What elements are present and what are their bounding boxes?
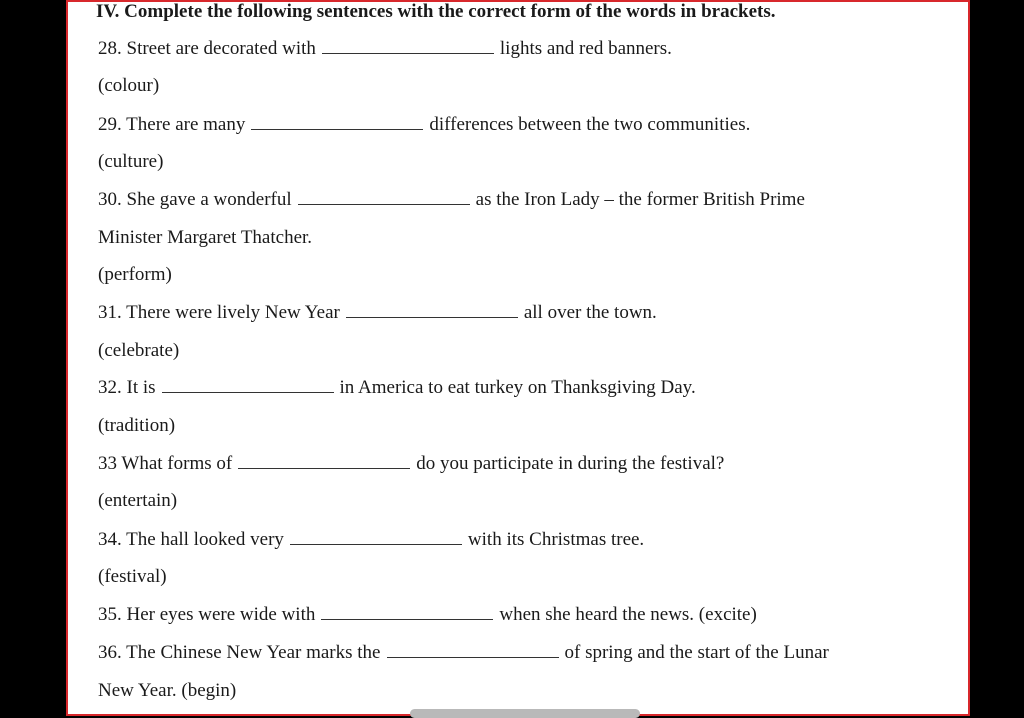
hint-28: (colour) bbox=[98, 75, 160, 96]
sentence-30-end: as the Iron Lady – the former British Prime bbox=[475, 189, 805, 210]
sentence-32 bbox=[98, 377, 696, 399]
answer-blank-30[interactable] bbox=[298, 203, 470, 205]
answer-blank-34[interactable] bbox=[290, 543, 462, 545]
sentence-31-end: all over the town. bbox=[523, 302, 657, 323]
sentence-36 bbox=[98, 642, 829, 664]
sentence-32-start: 32. It is bbox=[98, 377, 156, 398]
horizontal-scrollbar[interactable] bbox=[410, 709, 640, 718]
exercise-heading: IV. Complete the following sentences with the correct form of the words in brackets. bbox=[96, 1, 776, 22]
sentence-28-end: lights and red banners. bbox=[499, 38, 672, 59]
answer-blank-35[interactable] bbox=[321, 618, 493, 620]
hint-30: (perform) bbox=[98, 264, 172, 285]
hint-31: (celebrate) bbox=[98, 340, 180, 361]
sentence-34-start: 34. The hall looked very bbox=[98, 529, 284, 550]
sentence-29-end: differences between the two communities. bbox=[429, 114, 751, 135]
answer-blank-28[interactable] bbox=[322, 52, 494, 54]
sentence-32-end: in America to eat turkey on Thanksgiving Day. bbox=[339, 377, 696, 398]
sentence-28-start: 28. Street are decorated with bbox=[98, 38, 316, 59]
sentence-29-start: 29. There are many bbox=[98, 114, 246, 135]
sentence-31 bbox=[98, 302, 657, 324]
sentence-33 bbox=[98, 453, 724, 475]
sentence-29 bbox=[98, 114, 750, 136]
sentence-30-continued: Minister Margaret Thatcher. bbox=[98, 227, 313, 248]
sentence-31-start: 31. There were lively New Year bbox=[98, 302, 340, 323]
answer-blank-29[interactable] bbox=[251, 128, 423, 130]
sentence-34-end: with its Christmas tree. bbox=[467, 529, 645, 550]
answer-blank-33[interactable] bbox=[238, 467, 410, 469]
sentence-35-start: 35. Her eyes were wide with bbox=[98, 604, 316, 625]
hint-32: (tradition) bbox=[98, 415, 176, 436]
hint-29: (culture) bbox=[98, 151, 164, 172]
sentence-36-continued: New Year. (begin) bbox=[98, 680, 237, 701]
sentence-36-end: of spring and the start of the Lunar bbox=[564, 642, 829, 663]
answer-blank-31[interactable] bbox=[346, 316, 518, 318]
sentence-36-start: 36. The Chinese New Year marks the bbox=[98, 642, 381, 663]
hint-33: (entertain) bbox=[98, 490, 178, 511]
sentence-30 bbox=[98, 189, 805, 211]
worksheet-page bbox=[66, 0, 970, 716]
sentence-34 bbox=[98, 529, 644, 551]
sentence-35-end: when she heard the news. (excite) bbox=[499, 604, 757, 625]
sentence-33-start: 33 What forms of bbox=[98, 453, 233, 474]
hint-34: (festival) bbox=[98, 566, 167, 587]
sentence-33-end: do you participate in during the festival? bbox=[416, 453, 725, 474]
answer-blank-36[interactable] bbox=[387, 656, 559, 658]
answer-blank-32[interactable] bbox=[162, 391, 334, 393]
sentence-30-start: 30. She gave a wonderful bbox=[98, 189, 292, 210]
sentence-35 bbox=[98, 604, 757, 626]
sentence-28 bbox=[98, 38, 672, 60]
